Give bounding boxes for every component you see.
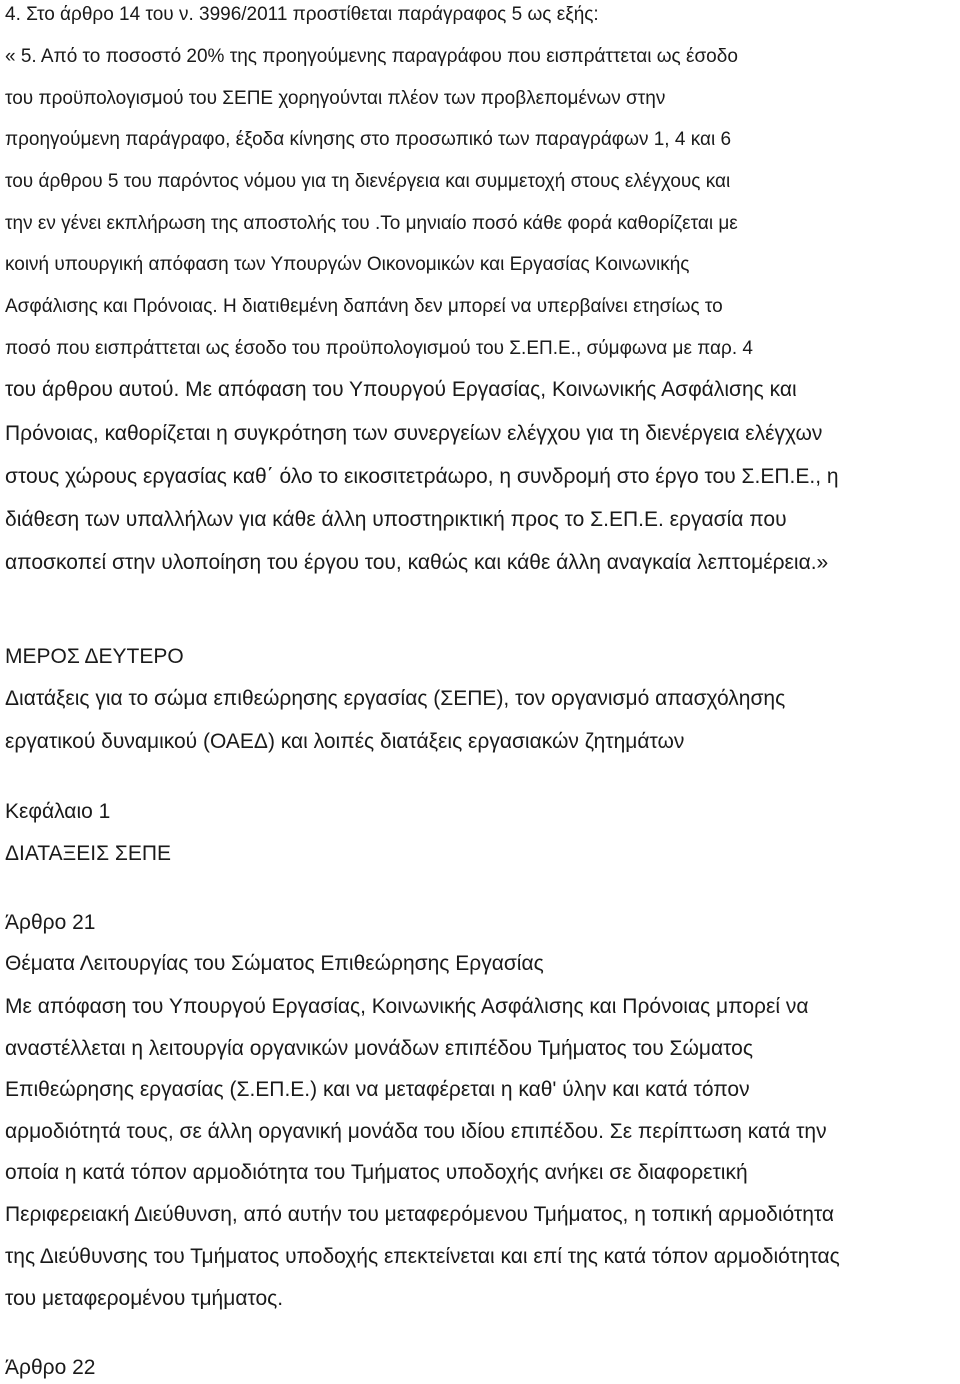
amendment-line: ποσό που εισπράττεται ως έσοδο του προϋπολογισμού του Σ.ΕΠ.Ε., σύμφωνα με παρ. 4 [5, 338, 753, 359]
article-line: του μεταφερομένου τμήματος. [5, 1287, 284, 1310]
amendment-line: « 5. Από το ποσοστό 20% της προηγούμενης παραγράφου που εισπράττεται ως έσοδο [5, 46, 738, 67]
chapter-label: Κεφάλαιο 1 [5, 800, 111, 823]
amendment-line: διάθεση των υπαλλήλων για κάθε άλλη υποστηρικτική προς το Σ.ΕΠ.Ε. εργασία που [5, 508, 787, 531]
amendment-line: του άρθρου αυτού. Με απόφαση του Υπουργού Εργασίας, Κοινωνικής Ασφάλισης και [5, 378, 797, 401]
article-label: Άρθρο 22 [5, 1356, 96, 1379]
amendment-line: στους χώρους εργασίας καθ΄ όλο το εικοσιτετράωρο, η συνδρομή στο έργο του Σ.ΕΠ.Ε., η [5, 465, 839, 488]
article-line: της Διεύθυνσης του Τμήματος υποδοχής επεκτείνεται και επί της κατά τόπον αρμοδιότητας [5, 1245, 840, 1268]
article-line: Περιφερειακή Διεύθυνση, από αυτήν του μεταφερόμενου Τμήματος, η τοπική αρμοδιότητα [5, 1203, 835, 1226]
article-line: Με απόφαση του Υπουργού Εργασίας, Κοινωνικής Ασφάλισης και Πρόνοιας μπορεί να [5, 995, 809, 1018]
amendment-line: την εν γένει εκπλήρωση της αποστολής του .Το μηνιαίο ποσό κάθε φορά καθορίζεται με [5, 213, 738, 234]
amendment-line: του προϋπολογισμού του ΣΕΠΕ χορηγούνται πλέον των προβλεπομένων στην [5, 88, 666, 109]
part-subtitle-line: Διατάξεις για το σώμα επιθεώρησης εργασίας (ΣΕΠΕ), τον οργανισμό απασχόλησης [5, 687, 786, 710]
amendment-intro: 4. Στο άρθρο 14 του ν. 3996/2011 προστίθεται παράγραφος 5 ως εξής: [5, 4, 599, 25]
amendment-line: αποσκοπεί στην υλοποίηση του έργου του, καθώς και κάθε άλλη αναγκαία λεπτομέρεια.» [5, 551, 829, 574]
amendment-line: προηγούμενη παράγραφο, έξοδα κίνησης στο προσωπικό των παραγράφων 1, 4 και 6 [5, 129, 732, 150]
part-subtitle-line: εργατικού δυναμικού (ΟΑΕΔ) και λοιπές διατάξεις εργασιακών ζητημάτων [5, 730, 685, 753]
article-line: αρμοδιότητά τους, σε άλλη οργανική μονάδα του ιδίου επιπέδου. Σε περίπτωση κατά την [5, 1120, 827, 1143]
amendment-line: Ασφάλισης και Πρόνοιας. Η διατιθεμένη δαπάνη δεν μπορεί να υπερβαίνει ετησίως το [5, 296, 723, 317]
amendment-line: του άρθρου 5 του παρόντος νόμου για τη διενέργεια και συμμετοχή στους ελέγχους και [5, 171, 731, 192]
part-heading: ΜΕΡΟΣ ΔΕΥΤΕΡΟ [5, 645, 184, 668]
article-label: Άρθρο 21 [5, 911, 96, 934]
amendment-line: Πρόνοιας, καθορίζεται η συγκρότηση των συνεργείων ελέγχου για τη διενέργεια ελέγχων [5, 422, 823, 445]
article-line: οποία η κατά τόπον αρμοδιότητα του Τμήματος υποδοχής ανήκει σε διαφορετική [5, 1161, 748, 1184]
article-line: Επιθεώρησης εργασίας (Σ.ΕΠ.Ε.) και να μεταφέρεται η καθ' ύλην και κατά τόπον [5, 1078, 750, 1101]
article-line: αναστέλλεται η λειτουργία οργανικών μονάδων επιπέδου Τμήματος του Σώματος [5, 1037, 753, 1060]
chapter-title: ΔΙΑΤΑΞΕΙΣ ΣΕΠΕ [5, 842, 172, 865]
amendment-line: κοινή υπουργική απόφαση των Υπουργών Οικονομικών και Εργασίας Κοινωνικής [5, 254, 690, 275]
article-title: Θέματα Λειτουργίας του Σώματος Επιθεώρησης Εργασίας [5, 952, 544, 975]
